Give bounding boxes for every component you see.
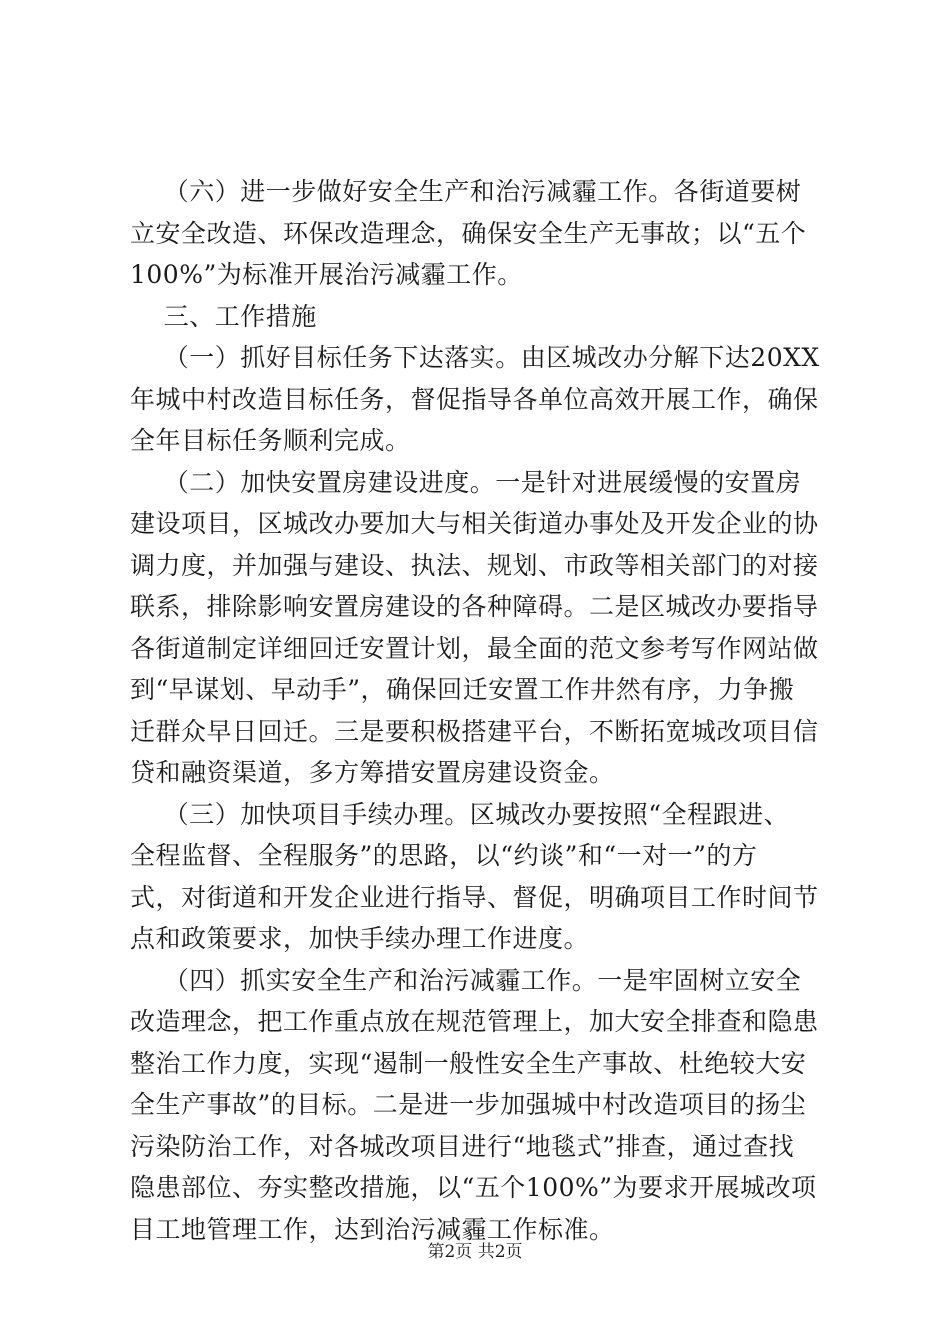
text-line: 污染防治工作，对各城改项目进行“地毯式”排查，通过查找 [130,1131,795,1161]
text-line: 全年目标任务顺利完成。 [130,426,411,455]
text-line: 建设项目，区城改办要加大与相关街道办事处及开发企业的协 [130,509,819,538]
text-line: 到“早谋划、早动手”，确保回迁安置工作井然有序，力争搬 [130,675,795,704]
text-line: （六）进一步做好安全生产和治污减霾工作。各街道要树 [130,177,802,206]
text-line: （一）抓好目标任务下达落实。由区城改办分解下达20XX [130,343,820,372]
text-line: 整治工作力度，实现“遏制一般性安全生产事故、杜绝较大安 [130,1048,807,1078]
text-line: 迁群众早日回迁。三是要积极搭建平台，不断拓宽城改项目信 [130,716,819,746]
text-line: （三）加快项目手续办理。区城改办要按照“全程跟进、 [130,799,790,829]
text-line: （四）抓实安全生产和治污减霾工作。一是牢固树立安全 [130,965,802,995]
section-heading: 三、工作措施 [130,301,317,331]
text-line: （二）加快安置房建设进度。一是针对进展缓慢的安置房 [130,467,802,497]
text-line: 各街道制定详细回迁安置计划，最全面的范文参考写作网站做 [130,633,819,663]
text-line: 立安全改造、环保改造理念，确保安全生产无事故；以“五个 [130,218,807,248]
text-line: 联系，排除影响安置房建设的各种障碍。二是区城改办要指导 [130,592,819,621]
text-line: 全生产事故”的目标。二是进一步加强城中村改造项目的扬尘 [130,1090,807,1119]
text-line: 点和政策要求，加快手续办理工作进度。 [130,924,590,953]
text-line: 隐患部位、夯实整改措施，以“五个100%”为要求开展城改项 [130,1173,817,1202]
text-line: 式，对街道和开发企业进行指导、督促，明确项目工作时间节 [130,882,819,912]
text-line: 目工地管理工作，达到治污减霾工作标准。 [130,1214,615,1244]
text-line: 改造理念，把工作重点放在规范管理上，加大安全排查和隐患 [130,1007,819,1036]
text-line: 年城中村改造目标任务，督促指导各单位高效开展工作，确保 [130,384,819,414]
document-body [130,171,830,1250]
text-line: 调力度，并加强与建设、执法、规划、市政等相关部门的对接 [130,550,819,580]
text-line: 贷和融资渠道，多方筹措安置房建设资金。 [130,758,615,787]
text-line: 全程监督、全程服务”的思路，以“约谈”和“一对一”的方 [130,841,758,870]
page-number-footer: 第2页 共2页 [427,1242,523,1262]
text-line: 100%”为标准开展治污减霾工作。 [130,260,523,289]
